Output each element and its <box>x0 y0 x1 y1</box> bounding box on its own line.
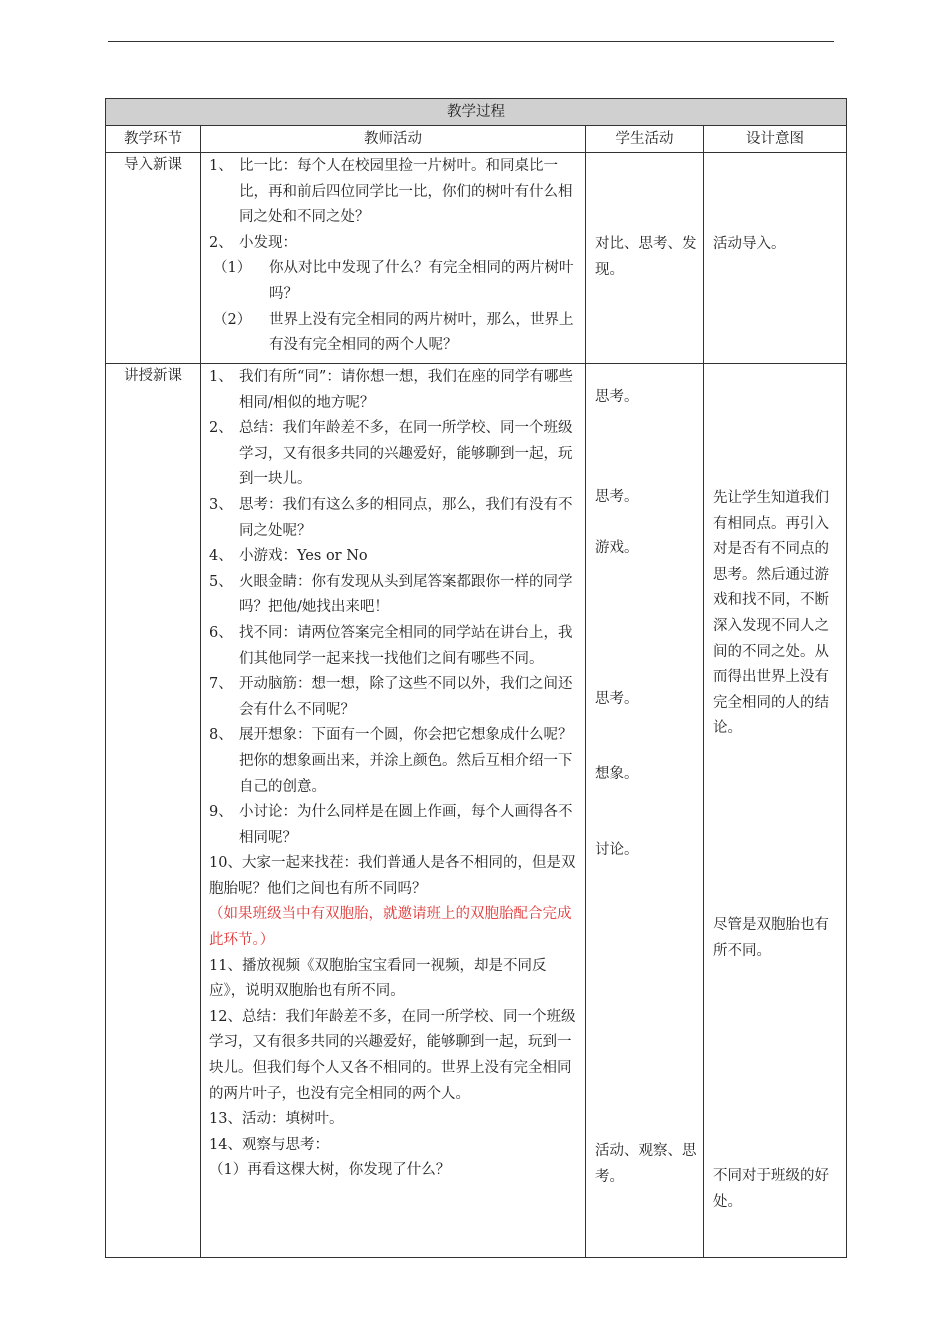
note-twins: （如果班级当中有双胞胎，就邀请班上的双胞胎配合完成此环节。） <box>209 906 572 949</box>
list-item: 4、 小游戏：Yes or No <box>209 548 368 565</box>
stage-new-lesson: 讲授新课 <box>106 364 201 1258</box>
section-intro-row <box>106 153 847 364</box>
list-item: 8、 展开想象：下面有一个圆，你会把它想象成什么呢？把你的想象画出来，并涂上颜色。然后互相介绍一下自己的创意。 <box>209 727 573 795</box>
table-title: 教学过程 <box>106 99 847 126</box>
design-intent-intro: 活动导入。 <box>704 153 847 364</box>
list-item: 10、大家一起来找茬：我们普通人是各不相同的，但是双胞胎呢？他们之间也有所不同吗？ <box>209 855 576 897</box>
intent-note: 先让学生知道我们有相同点。再引入对是否有不同点的思考。然后通过游戏和找不同，不断深入发现不同人之间的不同之处。从而得出世界上没有完全相同的人的结论。 <box>713 490 829 737</box>
list-subitem: （1）再看这棵大树，你发现了什么？ <box>209 1162 451 1179</box>
list-subitem: （1） 你从对比中发现了什么？有完全相同的两片树叶吗？ <box>213 260 574 302</box>
header-stage: 教学环节 <box>106 126 201 153</box>
list-subitem: （2） 世界上没有完全相同的两片树叶，那么，世界上有没有完全相同的两个人呢？ <box>213 311 574 354</box>
intent-note: 尽管是双胞胎也有所不同。 <box>713 917 829 959</box>
list-item: 5、 火眼金睛：你有发现从头到尾答案都跟你一样的同学吗？把他/她找出来吧！ <box>209 573 573 616</box>
teaching-process-table <box>105 98 847 1258</box>
list-item: 9、 小讨论：为什么同样是在圆上作画，每个人画得各不相同呢？ <box>209 804 573 846</box>
section-new-lesson-row <box>106 364 847 1258</box>
stage-intro: 导入新课 <box>106 153 201 364</box>
list-item: 1、 我们有所“同”：请你想一想，我们在座的同学有哪些相同/相似的地方呢？ <box>209 369 573 411</box>
student-note: 活动、观察、思考。 <box>595 1143 697 1185</box>
student-note: 思考。 <box>595 489 639 505</box>
list-item: 2、 小发现： <box>209 234 297 251</box>
list-item: 14、观察与思考： <box>209 1136 329 1153</box>
list-item: 2、 总结：我们年龄差不多，在同一所学校、同一个班级学习，又有很多共同的兴趣爱好，能够聊到一起，玩到一块儿。 <box>209 420 573 488</box>
list-item: 6、 找不同：请两位答案完全相同的同学站在讲台上，我们其他同学一起来找一找他们之间有哪些不同。 <box>209 624 573 667</box>
header-design-intent: 设计意图 <box>704 126 847 153</box>
list-item: 12、总结：我们年龄差不多，在同一所学校、同一个班级学习，又有很多共同的兴趣爱好，能够聊到一起，玩到一块儿。但我们每个人又各不相同的。世界上没有完全相同的两片叶子，也没有完全相同的两个人。 <box>209 1008 576 1102</box>
header-rule <box>108 41 834 42</box>
list-item: 3、 思考：我们有这么多的相同点，那么，我们有没有不同之处呢？ <box>209 496 573 539</box>
list-item: 1、 比一比：每个人在校园里捡一片树叶。和同桌比一比，再和前后四位同学比一比，你们的树叶有什么相同之处和不同之处？ <box>209 158 573 226</box>
student-note: 思考。 <box>595 389 639 405</box>
list-item: 7、 开动脑筋：想一想，除了这些不同以外，我们之间还会有什么不同呢？ <box>209 676 573 718</box>
student-note: 讨论。 <box>595 842 639 858</box>
header-row <box>106 126 847 153</box>
student-note: 想象。 <box>595 766 639 782</box>
student-activity-new-lesson <box>586 364 704 1258</box>
intent-note: 不同对于班级的好处。 <box>713 1168 829 1210</box>
student-note: 游戏。 <box>595 540 639 556</box>
teacher-activity-new-lesson <box>201 364 586 1258</box>
teacher-activity-intro <box>201 153 586 364</box>
header-student-activity: 学生活动 <box>586 126 704 153</box>
student-note: 思考。 <box>595 691 639 707</box>
list-item: 11、播放视频《双胞胎宝宝看同一视频，却是不同反应》，说明双胞胎也有所不同。 <box>209 957 547 1000</box>
header-teacher-activity: 教师活动 <box>201 126 586 153</box>
design-intent-new-lesson <box>704 364 847 1258</box>
list-item: 13、活动：填树叶。 <box>209 1111 344 1128</box>
student-activity-intro: 对比、思考、发现。 <box>586 153 704 364</box>
